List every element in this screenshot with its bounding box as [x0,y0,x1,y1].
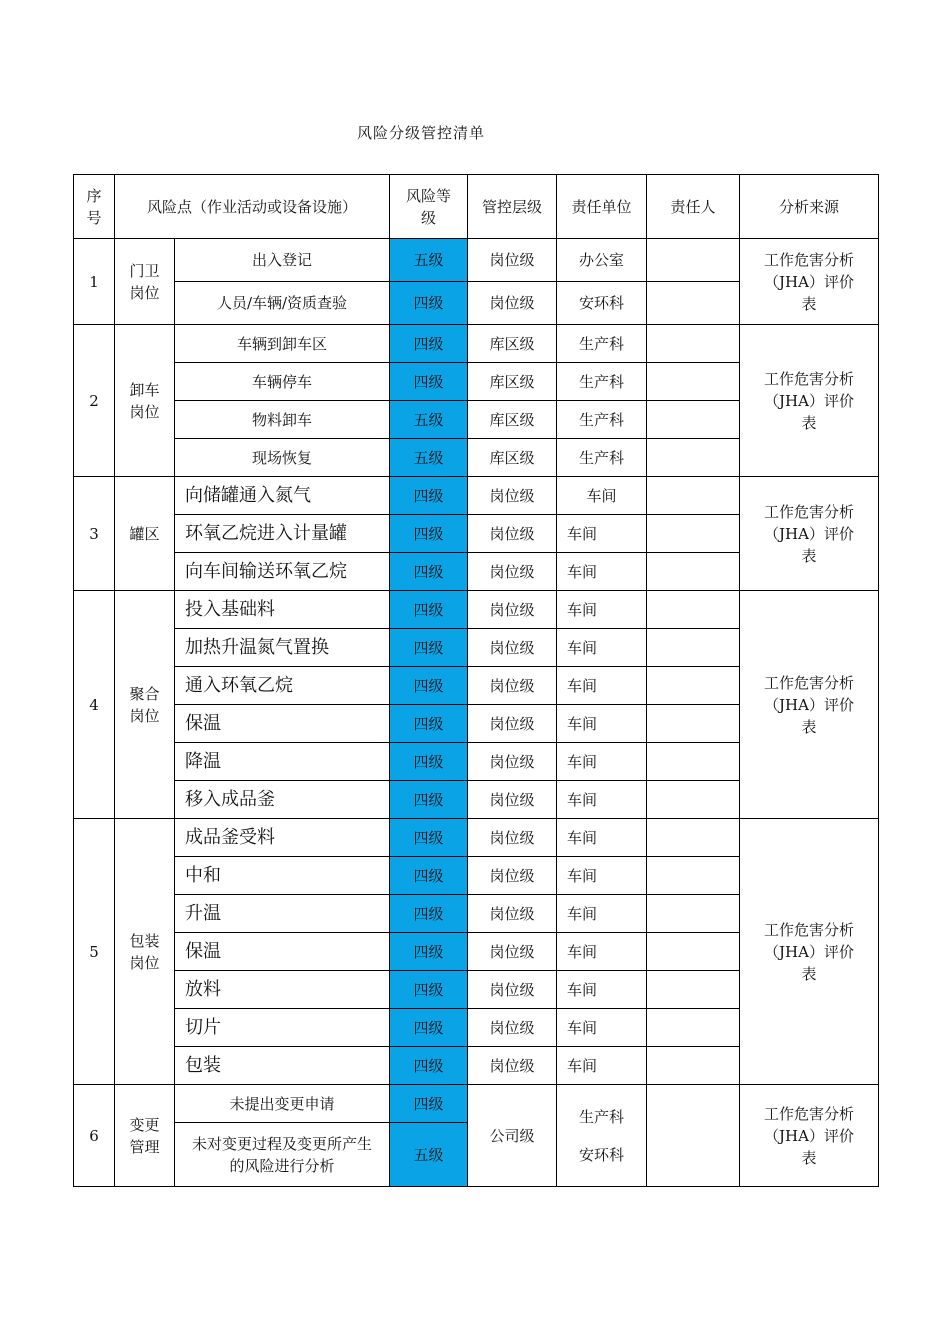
table-row [74,477,879,515]
analysis-source: 工作危害分析（JHA）评价表 [740,325,879,477]
risk-point: 中和 [175,857,390,895]
seq-cell: 5 [74,819,115,1085]
control-level: 岗位级 [468,895,557,933]
risk-point: 升温 [175,895,390,933]
risk-point: 物料卸车 [175,401,390,439]
risk-level: 四级 [390,1047,468,1085]
responsible-unit: 车间 [557,819,647,857]
risk-point: 切片 [175,1009,390,1047]
responsible-unit: 车间 [557,1009,647,1047]
risk-point: 成品釜受料 [175,819,390,857]
analysis-source: 工作危害分析（JHA）评价表 [740,1085,879,1187]
responsible-unit: 车间 [557,933,647,971]
control-level: 公司级 [468,1085,557,1187]
control-level: 岗位级 [468,553,557,591]
responsible-unit: 办公室 [557,239,647,282]
responsible-person [647,667,740,705]
post-cell: 卸车岗位 [115,325,175,477]
post-cell: 门卫岗位 [115,239,175,325]
control-level: 岗位级 [468,857,557,895]
responsible-person [647,477,740,515]
risk-level: 四级 [390,515,468,553]
risk-point: 环氧乙烷进入计量罐 [175,515,390,553]
responsible-unit: 车间 [557,705,647,743]
risk-point: 未对变更过程及变更所产生的风险进行分析 [175,1123,390,1187]
risk-level: 四级 [390,363,468,401]
seq-cell: 2 [74,325,115,477]
risk-point: 车辆停车 [175,363,390,401]
risk-level: 四级 [390,857,468,895]
header-seq: 序号 [74,175,115,239]
responsible-unit: 车间 [557,781,647,819]
risk-level: 四级 [390,1009,468,1047]
risk-level: 五级 [390,439,468,477]
post-cell: 聚合岗位 [115,591,175,819]
control-level: 库区级 [468,401,557,439]
responsible-person [647,857,740,895]
responsible-unit: 车间 [557,971,647,1009]
post-cell: 包装岗位 [115,819,175,1085]
risk-point: 车辆到卸车区 [175,325,390,363]
control-level: 岗位级 [468,1009,557,1047]
risk-point: 加热升温氮气置换 [175,629,390,667]
responsible-person [647,895,740,933]
control-level: 岗位级 [468,1047,557,1085]
analysis-source: 工作危害分析（JHA）评价表 [740,819,879,1085]
responsible-person [647,971,740,1009]
control-level: 库区级 [468,325,557,363]
page-title: 风险分级管控清单 [356,124,485,142]
control-level: 岗位级 [468,667,557,705]
risk-point: 移入成品釜 [175,781,390,819]
risk-level: 五级 [390,239,468,282]
header-row [74,175,879,239]
risk-level: 五级 [390,401,468,439]
analysis-source: 工作危害分析（JHA）评价表 [740,591,879,819]
risk-level: 四级 [390,705,468,743]
table-row [74,239,879,282]
control-level: 岗位级 [468,239,557,282]
risk-level: 四级 [390,743,468,781]
risk-level: 四级 [390,553,468,591]
post-cell: 罐区 [115,477,175,591]
risk-point: 保温 [175,705,390,743]
responsible-unit: 车间 [557,591,647,629]
risk-point: 出入登记 [175,239,390,282]
responsible-person [647,591,740,629]
responsible-unit: 车间 [557,515,647,553]
control-level: 库区级 [468,439,557,477]
risk-level: 四级 [390,971,468,1009]
responsible-person [647,819,740,857]
risk-level: 四级 [390,477,468,515]
responsible-unit-item: 生产科 [579,1107,625,1126]
control-level: 岗位级 [468,971,557,1009]
seq-cell: 6 [74,1085,115,1187]
analysis-source: 工作危害分析（JHA）评价表 [740,239,879,325]
table-row [74,591,879,629]
responsible-unit: 生产科 [557,363,647,401]
risk-point: 保温 [175,933,390,971]
risk-control-table [73,174,879,1187]
control-level: 岗位级 [468,743,557,781]
seq-cell: 3 [74,477,115,591]
responsible-unit: 车间 [557,629,647,667]
responsible-person [647,743,740,781]
risk-point: 人员/车辆/资质查验 [175,282,390,325]
risk-level: 四级 [390,819,468,857]
risk-point: 包装 [175,1047,390,1085]
responsible-unit: 生产科 [557,401,647,439]
control-level: 库区级 [468,363,557,401]
risk-level: 四级 [390,325,468,363]
risk-point: 未提出变更申请 [175,1085,390,1123]
responsible-person [647,282,740,325]
seq-cell: 1 [74,239,115,325]
control-level: 岗位级 [468,781,557,819]
control-level: 岗位级 [468,629,557,667]
risk-level: 四级 [390,895,468,933]
responsible-unit: 车间 [557,477,647,515]
analysis-source: 工作危害分析（JHA）评价表 [740,477,879,591]
responsible-unit: 车间 [557,743,647,781]
responsible-person [647,781,740,819]
control-level: 岗位级 [468,933,557,971]
responsible-person [647,629,740,667]
table-row [74,1085,879,1123]
table-row [74,325,879,363]
risk-level: 四级 [390,591,468,629]
risk-level: 四级 [390,781,468,819]
responsible-person [647,1047,740,1085]
responsible-person [647,705,740,743]
responsible-person [647,1085,740,1187]
risk-point: 投入基础料 [175,591,390,629]
header-person: 责任人 [647,175,740,239]
risk-point: 向车间输送环氧乙烷 [175,553,390,591]
responsible-unit: 车间 [557,667,647,705]
responsible-person [647,439,740,477]
risk-level: 四级 [390,629,468,667]
control-level: 岗位级 [468,591,557,629]
risk-point: 向储罐通入氮气 [175,477,390,515]
risk-level: 四级 [390,933,468,971]
risk-point: 现场恢复 [175,439,390,477]
responsible-unit: 生产科 [557,325,647,363]
control-level: 岗位级 [468,477,557,515]
responsible-unit [557,1085,647,1187]
header-unit: 责任单位 [557,175,647,239]
header-point: 风险点（作业活动或设备设施） [115,175,390,239]
responsible-unit-item: 安环科 [579,1145,625,1164]
risk-point: 降温 [175,743,390,781]
responsible-person [647,1009,740,1047]
control-level: 岗位级 [468,282,557,325]
table-row [74,819,879,857]
control-level: 岗位级 [468,515,557,553]
risk-point: 通入环氧乙烷 [175,667,390,705]
header-source: 分析来源 [740,175,879,239]
responsible-person [647,401,740,439]
risk-point: 放料 [175,971,390,1009]
responsible-unit: 车间 [557,895,647,933]
header-control: 管控层级 [468,175,557,239]
responsible-person [647,325,740,363]
header-level: 风险等级 [390,175,468,239]
post-cell: 变更管理 [115,1085,175,1187]
risk-level: 四级 [390,667,468,705]
responsible-person [647,933,740,971]
responsible-person [647,553,740,591]
seq-cell: 4 [74,591,115,819]
responsible-person [647,515,740,553]
responsible-unit: 车间 [557,857,647,895]
risk-level: 四级 [390,1085,468,1123]
risk-level: 五级 [390,1123,468,1187]
control-level: 岗位级 [468,819,557,857]
responsible-unit: 安环科 [557,282,647,325]
responsible-unit: 生产科 [557,439,647,477]
responsible-unit: 车间 [557,1047,647,1085]
risk-level: 四级 [390,282,468,325]
responsible-unit: 车间 [557,553,647,591]
control-level: 岗位级 [468,705,557,743]
responsible-person [647,239,740,282]
responsible-person [647,363,740,401]
